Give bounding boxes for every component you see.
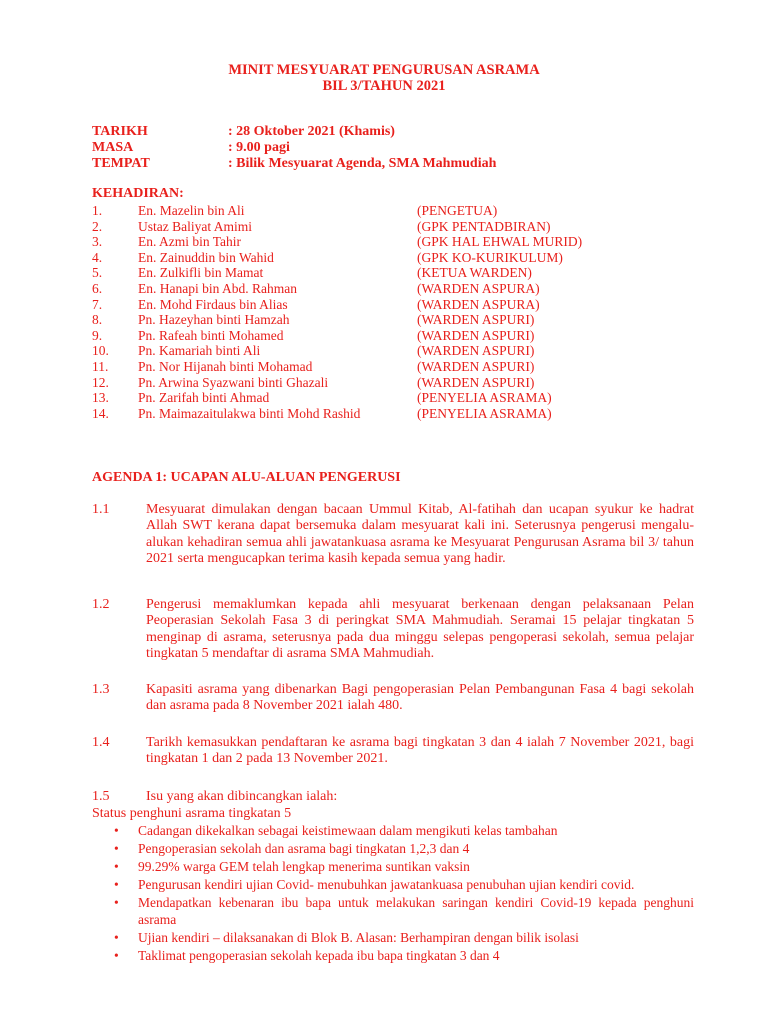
attendee-role: (GPK HAL EHWAL MURID)	[417, 234, 583, 250]
attendance-row	[92, 234, 582, 250]
attendee-name: En. Hanapi bin Abd. Rahman	[138, 281, 297, 296]
meta-value: : 9.00 pagi	[228, 140, 290, 155]
attendee-name: En. Azmi bin Tahir	[138, 234, 242, 250]
meta-label: MASA	[92, 140, 134, 155]
item-number: 1.4	[92, 735, 110, 750]
meta-value: : Bilik Mesyuarat Agenda, SMA Mahmudiah	[228, 156, 497, 171]
attendee-role: (WARDEN ASPURI)	[417, 359, 535, 374]
attendee-name: En. Zulkifli bin Mamat	[138, 265, 264, 281]
attendance-row	[92, 390, 552, 406]
attendance-heading: KEHADIRAN:	[92, 186, 184, 201]
attendance-row	[92, 297, 540, 313]
attendance-row	[92, 343, 534, 359]
attendee-role: (PENYELIA ASRAMA)	[417, 405, 552, 421]
attendee-name: Pn. Rafeah binti Mohamed	[138, 327, 284, 343]
attendance-number: 2.	[92, 218, 103, 234]
attendance-number: 5.	[92, 265, 103, 281]
attendance-row	[92, 281, 540, 297]
bullet-item: • 99.29% warga GEM telah lengkap menerima suntikan vaksin	[92, 858, 694, 875]
attendee-name: Pn. Maimazaitulakwa binti Mohd Rashid	[138, 405, 361, 421]
attendance-row	[92, 265, 532, 281]
attendee-role: (KETUA WARDEN)	[417, 265, 532, 281]
meta-label: TEMPAT	[92, 156, 150, 171]
attendance-number: 9.	[92, 327, 103, 343]
attendee-role: (WARDEN ASPURI)	[417, 374, 535, 390]
bullet-item: • Pengoperasian sekolah dan asrama bagi tingkatan 1,2,3 dan 4	[92, 840, 694, 857]
attendance-number: 7.	[92, 296, 103, 312]
item-text: Isu yang akan dibincangkan ialah:	[146, 789, 338, 804]
item-text: Mesyuarat dimulakan dengan bacaan Ummul Kitab, Al-fatihah dan ucapan syukur ke hadrat Allah SWT kerana dapat bersemuka dalam mesyuarat kali ini. Seterusnya pengerusi mengalu-alukan kehadiran semua ahli jawatankuasa asrama ke Mesyuarat Pengurusan Asrama bil 3/ tahun 2021 serta mengucapkan terima kasih kepada semua yang hadir.	[146, 502, 694, 567]
agenda-item-1-3	[92, 682, 694, 715]
item-number: 1.3	[92, 682, 110, 697]
attendee-role: (WARDEN ASPURA)	[417, 281, 540, 296]
attendance-row	[92, 312, 534, 328]
attendance-number: 6.	[92, 281, 103, 296]
attendance-number: 13.	[92, 390, 109, 406]
bullet-item: • Cadangan dikekalkan sebagai keistimewaan dalam mengikuti kelas tambahan	[92, 822, 694, 839]
attendee-name: Pn. Kamariah binti Ali	[138, 343, 261, 359]
attendance-number: 4.	[92, 249, 103, 265]
attendance-number: 12.	[92, 374, 109, 390]
document-subtitle: BIL 3/TAHUN 2021	[322, 78, 446, 94]
attendance-number: 11.	[92, 359, 109, 374]
status-label: Status penghuni asrama tingkatan 5	[92, 806, 292, 821]
attendee-name: En. Mazelin bin Ali	[138, 203, 245, 218]
attendee-role: (WARDEN ASPURI)	[417, 312, 535, 328]
attendance-number: 10.	[92, 343, 109, 359]
attendee-name: En. Mohd Firdaus bin Alias	[138, 296, 288, 312]
item-number: 1.2	[92, 597, 110, 612]
attendee-name: Pn. Arwina Syazwani binti Ghazali	[138, 374, 329, 390]
attendee-name: Ustaz Baliyat Amimi	[138, 218, 252, 234]
agenda-item-1-4	[92, 735, 694, 768]
attendance-row	[92, 375, 534, 391]
meta-row-time	[92, 140, 290, 156]
agenda-item-1-1	[92, 502, 694, 568]
attendance-number: 8.	[92, 312, 103, 328]
attendee-role: (GPK PENTADBIRAN)	[417, 218, 551, 234]
item-text: Pengerusi memaklumkan kepada ahli mesyuarat berkenaan dengan pelaksanaan Pelan Peoperasian Sekolah Fasa 3 di peringkat SMA Mahmudiah. Seramai 15 pelajar tingkatan 5 menginap di asrama, seterusnya pada dua minggu selepas pengoperasi sekolah, semua pelajar tingkatan 5 mendaftar di asrama SMA Mahmudiah.	[146, 597, 694, 662]
attendance-row	[92, 203, 497, 219]
agenda-item-1-5	[92, 789, 337, 805]
attendee-name: Pn. Hazeyhan binti Hamzah	[138, 312, 290, 328]
attendance-row	[92, 328, 534, 344]
agenda-item-1-2	[92, 597, 694, 663]
meta-row-date	[92, 124, 395, 140]
bullet-item: • Taklimat pengoperasian sekolah kepada ibu bapa tingkatan 3 dan 4	[92, 947, 694, 964]
attendee-role: (WARDEN ASPURI)	[417, 343, 535, 359]
item-number: 1.1	[92, 502, 110, 517]
attendance-row	[92, 219, 551, 235]
issue-bullet-list	[92, 822, 694, 965]
meta-label: TARIKH	[92, 124, 148, 139]
attendance-number: 3.	[92, 234, 103, 250]
document-title: MINIT MESYUARAT PENGURUSAN ASRAMA	[228, 62, 540, 78]
attendance-number: 1.	[92, 203, 103, 218]
attendee-name: Pn. Zarifah binti Ahmad	[138, 390, 270, 406]
attendee-role: (GPK KO-KURIKULUM)	[417, 249, 563, 265]
attendee-role: (PENGETUA)	[417, 203, 498, 218]
item-text: Tarikh kemasukkan pendaftaran ke asrama bagi tingkatan 3 dan 4 ialah 7 November 2021, bagi tingkatan 1 dan 2 pada 13 November 2021.	[146, 735, 694, 767]
attendee-role: (WARDEN ASPURA)	[417, 296, 540, 312]
bullet-item: • Ujian kendiri – dilaksanakan di Blok B. Alasan: Berhampiran dengan bilik isolasi	[92, 929, 694, 946]
meta-row-place	[92, 156, 496, 172]
meta-value: : 28 Oktober 2021 (Khamis)	[228, 124, 395, 139]
attendance-row	[92, 359, 534, 375]
item-text: Kapasiti asrama yang dibenarkan Bagi pengoperasian Pelan Pembangunan Fasa 4 bagi sekolah dan asrama pada 8 November 2021 ialah 480.	[146, 682, 694, 714]
attendance-row	[92, 250, 563, 266]
attendee-name: En. Zainuddin bin Wahid	[138, 249, 274, 265]
bullet-item: • Pengurusan kendiri ujian Covid- menubuhkan jawatankuasa penubuhan ujian kendiri covid.	[92, 876, 694, 893]
attendee-name: Pn. Nor Hijanah binti Mohamad	[138, 359, 313, 374]
bullet-item: • Mendapatkan kebenaran ibu bapa untuk melakukan saringan kendiri Covid-19 kepada penghuni asrama	[92, 894, 694, 928]
agenda-heading: AGENDA 1: UCAPAN ALU-ALUAN PENGERUSI	[92, 470, 401, 485]
item-number: 1.5	[92, 789, 110, 804]
attendance-number: 14.	[92, 405, 109, 421]
attendance-row	[92, 406, 552, 422]
attendee-role: (WARDEN ASPURI)	[417, 327, 535, 343]
attendee-role: (PENYELIA ASRAMA)	[417, 390, 552, 406]
